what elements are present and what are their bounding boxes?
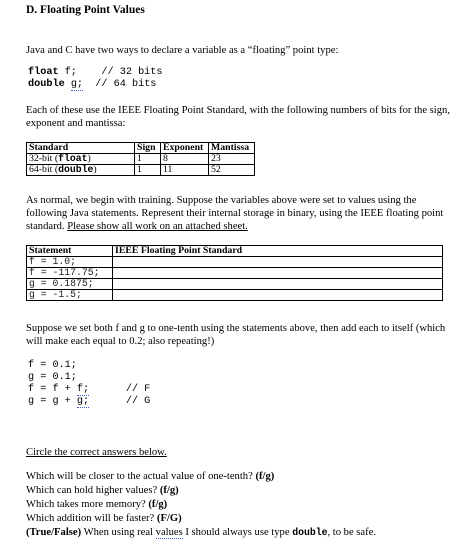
double-declaration xyxy=(28,79,156,90)
statement-cell: f = -117.75; xyxy=(27,268,113,279)
mantissa-cell: 23 xyxy=(209,154,255,165)
table-row xyxy=(27,154,255,165)
table-row xyxy=(27,290,443,301)
ieee-paragraph: Each of these use the IEEE Floating Point Standard, with the following numbers of bits for the sign, exponent and mantissa: xyxy=(26,105,450,129)
question-text: Which can hold higher values? xyxy=(26,485,158,496)
double-comment: // 64 bits xyxy=(95,79,157,90)
question-5 xyxy=(26,527,376,538)
question-text: I should always use type xyxy=(182,527,293,538)
code-line-1: f = 0.1; xyxy=(28,360,77,371)
code-line-3 xyxy=(28,384,150,395)
training-link: Please show all work on an attached sheet. xyxy=(67,221,248,232)
training-text: As normal, we begin with training. Suppose the variables above were set to values using the following Java statements. Represent their internal storage in binary, using the IEEE floating point standard. xyxy=(26,195,444,232)
bits-table xyxy=(26,142,255,176)
statement-table-header xyxy=(27,246,443,257)
float-comment: // 32 bits xyxy=(101,67,163,78)
table-row xyxy=(27,257,443,268)
code-expr: f = f + xyxy=(28,384,77,395)
question-text: , to be safe. xyxy=(327,527,377,538)
answer-choice[interactable]: (f/g) xyxy=(159,485,179,496)
standard-type: double xyxy=(58,164,94,175)
statement-cell: g = -1.5; xyxy=(27,290,113,301)
answer-cell[interactable] xyxy=(113,257,443,268)
question-4 xyxy=(26,513,182,524)
question-3 xyxy=(26,499,167,510)
circle-instructions: Circle the correct answers below. xyxy=(26,447,167,458)
header-ieee: IEEE Floating Point Standard xyxy=(113,246,443,257)
statement-cell: f = 1.0; xyxy=(27,257,113,268)
table-row xyxy=(27,165,255,176)
double-keyword: double xyxy=(28,79,65,90)
code-expr: g = g + xyxy=(28,396,77,407)
type-keyword: double xyxy=(292,527,328,538)
code-comment: // F xyxy=(125,384,151,395)
bits-table-header xyxy=(27,143,255,154)
code-operand: f; xyxy=(76,384,90,395)
code-line-2: g = 0.1; xyxy=(28,372,77,383)
mantissa-cell: 52 xyxy=(209,165,255,176)
question-1 xyxy=(26,471,274,482)
standard-cell xyxy=(27,165,135,176)
exponent-cell: 11 xyxy=(161,165,209,176)
sign-cell: 1 xyxy=(135,154,161,165)
header-mantissa: Mantissa xyxy=(209,143,255,154)
question-text: Which addition will be faster? xyxy=(26,513,155,524)
standard-suffix: ) xyxy=(87,153,91,164)
tenth-paragraph: Suppose we set both f and g to one-tenth using the statements above, then add each to itself (which will make each equal to 0.2; also repeating!) xyxy=(26,323,446,347)
question-text: Which takes more memory? xyxy=(26,499,146,510)
question-text: values xyxy=(155,527,183,538)
answer-choice[interactable]: (F/G) xyxy=(156,513,182,524)
code-operand: g; xyxy=(76,396,90,407)
code-line-4 xyxy=(28,396,150,407)
exponent-cell: 8 xyxy=(161,154,209,165)
statement-cell: g = 0.1875; xyxy=(27,279,113,290)
section-heading: D. Floating Point Values xyxy=(26,4,145,16)
answer-cell[interactable] xyxy=(113,290,443,301)
standard-type: float xyxy=(58,153,88,164)
standard-prefix: 32-bit ( xyxy=(29,153,59,164)
double-variable: g; xyxy=(70,79,84,90)
standard-suffix: ) xyxy=(93,164,97,175)
float-declaration xyxy=(28,67,163,78)
header-statement: Statement xyxy=(27,246,113,257)
answer-cell[interactable] xyxy=(113,268,443,279)
training-paragraph xyxy=(26,194,450,233)
float-variable: f; xyxy=(58,67,77,78)
header-sign: Sign xyxy=(135,143,161,154)
header-standard: Standard xyxy=(27,143,135,154)
table-row xyxy=(27,268,443,279)
intro-paragraph: Java and C have two ways to declare a variable as a “floating” point type: xyxy=(26,45,339,56)
standard-cell xyxy=(27,154,135,165)
question-text: When using real xyxy=(81,527,156,538)
answer-choice[interactable]: (f/g) xyxy=(255,471,275,482)
answer-cell[interactable] xyxy=(113,279,443,290)
statement-table xyxy=(26,245,443,301)
answer-choice[interactable]: (True/False) xyxy=(26,527,82,538)
header-exponent: Exponent xyxy=(161,143,209,154)
answer-choice[interactable]: (f/g) xyxy=(148,499,168,510)
standard-prefix: 64-bit ( xyxy=(29,164,59,175)
float-keyword: float xyxy=(28,67,59,78)
sign-cell: 1 xyxy=(135,165,161,176)
question-text: Which will be closer to the actual value of one-tenth? xyxy=(26,471,253,482)
question-2 xyxy=(26,485,179,496)
code-comment: // G xyxy=(125,396,151,407)
table-row xyxy=(27,279,443,290)
